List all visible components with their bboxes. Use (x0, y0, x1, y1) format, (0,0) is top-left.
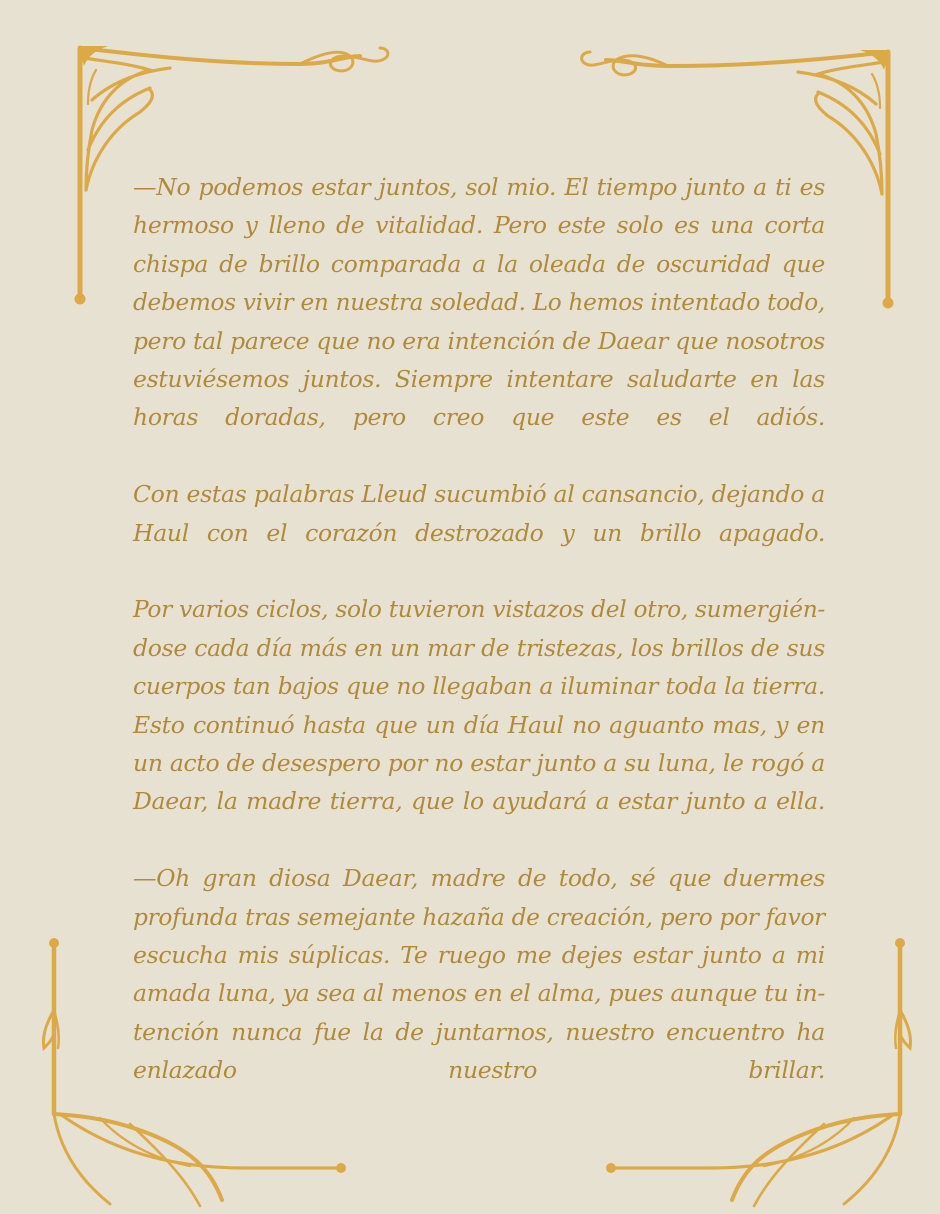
text-line: un acto de desespero por no estar junto a su luna, le rogó a (133, 749, 825, 778)
text-line: profunda tras semejante hazaña de creación, pero por favor (133, 902, 825, 931)
text-line: Haul con el corazón destrozado y un brillo apagado. (133, 518, 825, 547)
text-line: tención nunca fue la de juntarnos, nuestro encuentro ha (133, 1017, 825, 1046)
text-line: chispa de brillo comparada a la oleada de oscuridad que (133, 249, 825, 278)
text-line: amada luna, ya sea al menos en el alma, pues aunque tu in- (133, 979, 825, 1008)
text-line: pero tal parece que no era intención de Daear que nosotros (133, 326, 825, 355)
paragraph (133, 475, 825, 552)
text-line: escucha mis súplicas. Te ruego me dejes estar junto a mi (133, 941, 825, 970)
text-line: estuviésemos juntos. Siempre intentare saludarte en las (133, 365, 825, 394)
text-line: dose cada día más en un mar de tristezas, los brillos de sus (133, 633, 825, 662)
text-line: —Oh gran diosa Daear, madre de todo, sé que duermes (133, 864, 825, 893)
text-line: Daear, la madre tierra, que lo ayudará a estar junto a ella. (133, 787, 825, 816)
text-line: Por varios ciclos, solo tuvieron vistazos del otro, sumergién- (133, 595, 825, 624)
text-line: cuerpos tan bajos que no llegaban a iluminar toda la tierra. (133, 672, 825, 701)
paragraph (133, 590, 825, 820)
text-line: horas doradas, pero creo que este es el adiós. (133, 403, 825, 432)
text-line: enlazado nuestro brillar. (133, 1056, 825, 1085)
story-text (133, 168, 825, 1090)
text-line: —No podemos estar juntos, sol mio. El tiempo junto a ti es (133, 173, 825, 201)
text-line: debemos vivir en nuestra soledad. Lo hemos intentado todo, (133, 288, 825, 317)
text-line: hermoso y lleno de vitalidad. Pero este solo es una corta (133, 211, 825, 240)
text-line: Con estas palabras Lleud sucumbió al cansancio, dejando a (133, 480, 825, 509)
text-line: Esto continuó hasta que un día Haul no aguanto mas, y en (133, 710, 825, 739)
paragraph (133, 859, 825, 1089)
paragraph (133, 168, 825, 437)
